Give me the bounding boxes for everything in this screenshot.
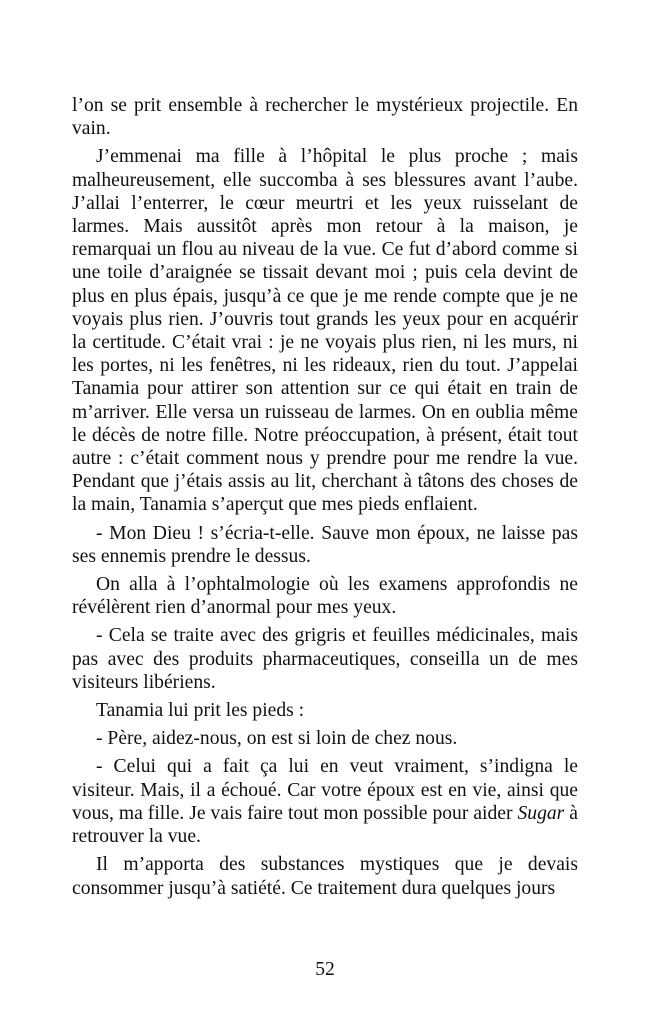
page-body	[72, 94, 578, 905]
paragraph-hospital: J’emmenai ma fille à l’hôpital le plus proche ; mais malheureusement, elle succomba à ses blessures avant l’aube. J’allai l’enterrer, le cœur meurtri et les yeux ruisselant de larmes. Mais aussitôt après mon retour à la maison, je remarquai un flou au niveau de la vue. Ce fut d’abord comme si une toile d’araignée se tissait devant moi ; puis cela devint de plus en plus épais, jusqu’à ce que je me rende compte que je ne voyais plus rien. J’ouvris tout grands les yeux pour en acquérir la certitude. C’était vrai : je ne voyais plus rien, ni les murs, ni les portes, ni les fenêtres, ni les rideaux, rien du tout. J’appelai Tanamia pour attirer son attention sur ce qui était en train de m’arriver. Elle versa un ruisseau de larmes. On en oublia même le décès de notre fille. Notre préoccupation, à présent, était tout autre : c’était comment nous y prendre pour me rendre la vue. Pendant que j’étais assis au lit, cherchant à tâtons des choses de la main, Tanamia s’aperçut que mes pieds enflaient.	[72, 146, 578, 516]
dialogue-tanamia-exclamation: - Mon Dieu ! s’écria-t-elle. Sauve mon époux, ne laisse pas ses ennemis prendre le dessus.	[72, 522, 578, 567]
paragraph-tanamia-feet: Tanamia lui prit les pieds :	[96, 700, 305, 722]
paragraph-treatment: Il m’apporta des substances mystiques que je devais consommer jusqu’à satiété. Ce traitement dura quelques jours	[72, 854, 578, 899]
italic-name-sugar: Sugar	[517, 802, 565, 824]
text-run: à retrouver la vue.	[72, 802, 578, 848]
text-run: - Celui qui a fait ça lui en veut vraiment, s’indigna le visiteur. Mais, il a échoué. Car votre époux est en vie, ainsi que vous, ma fille. Je vais faire tout mon possible pour aider	[72, 756, 578, 824]
paragraph-continuation: l’on se prit ensemble à rechercher le mystérieux projectile. En vain.	[72, 95, 578, 140]
paragraph-ophthalmology: On alla à l’ophtalmologie où les examens approfondis ne révélèrent rien d’anormal pour mes yeux.	[72, 574, 578, 619]
page-number: 52	[315, 959, 335, 980]
dialogue-visitor-indignation	[72, 755, 578, 848]
dialogue-visitor-advice: - Cela se traite avec des grigris et feuilles médicinales, mais pas avec des produits pharmaceutiques, conseilla un de mes visiteurs libériens.	[72, 625, 578, 693]
dialogue-tanamia-plea: - Père, aidez-nous, on est si loin de chez nous.	[96, 728, 458, 750]
